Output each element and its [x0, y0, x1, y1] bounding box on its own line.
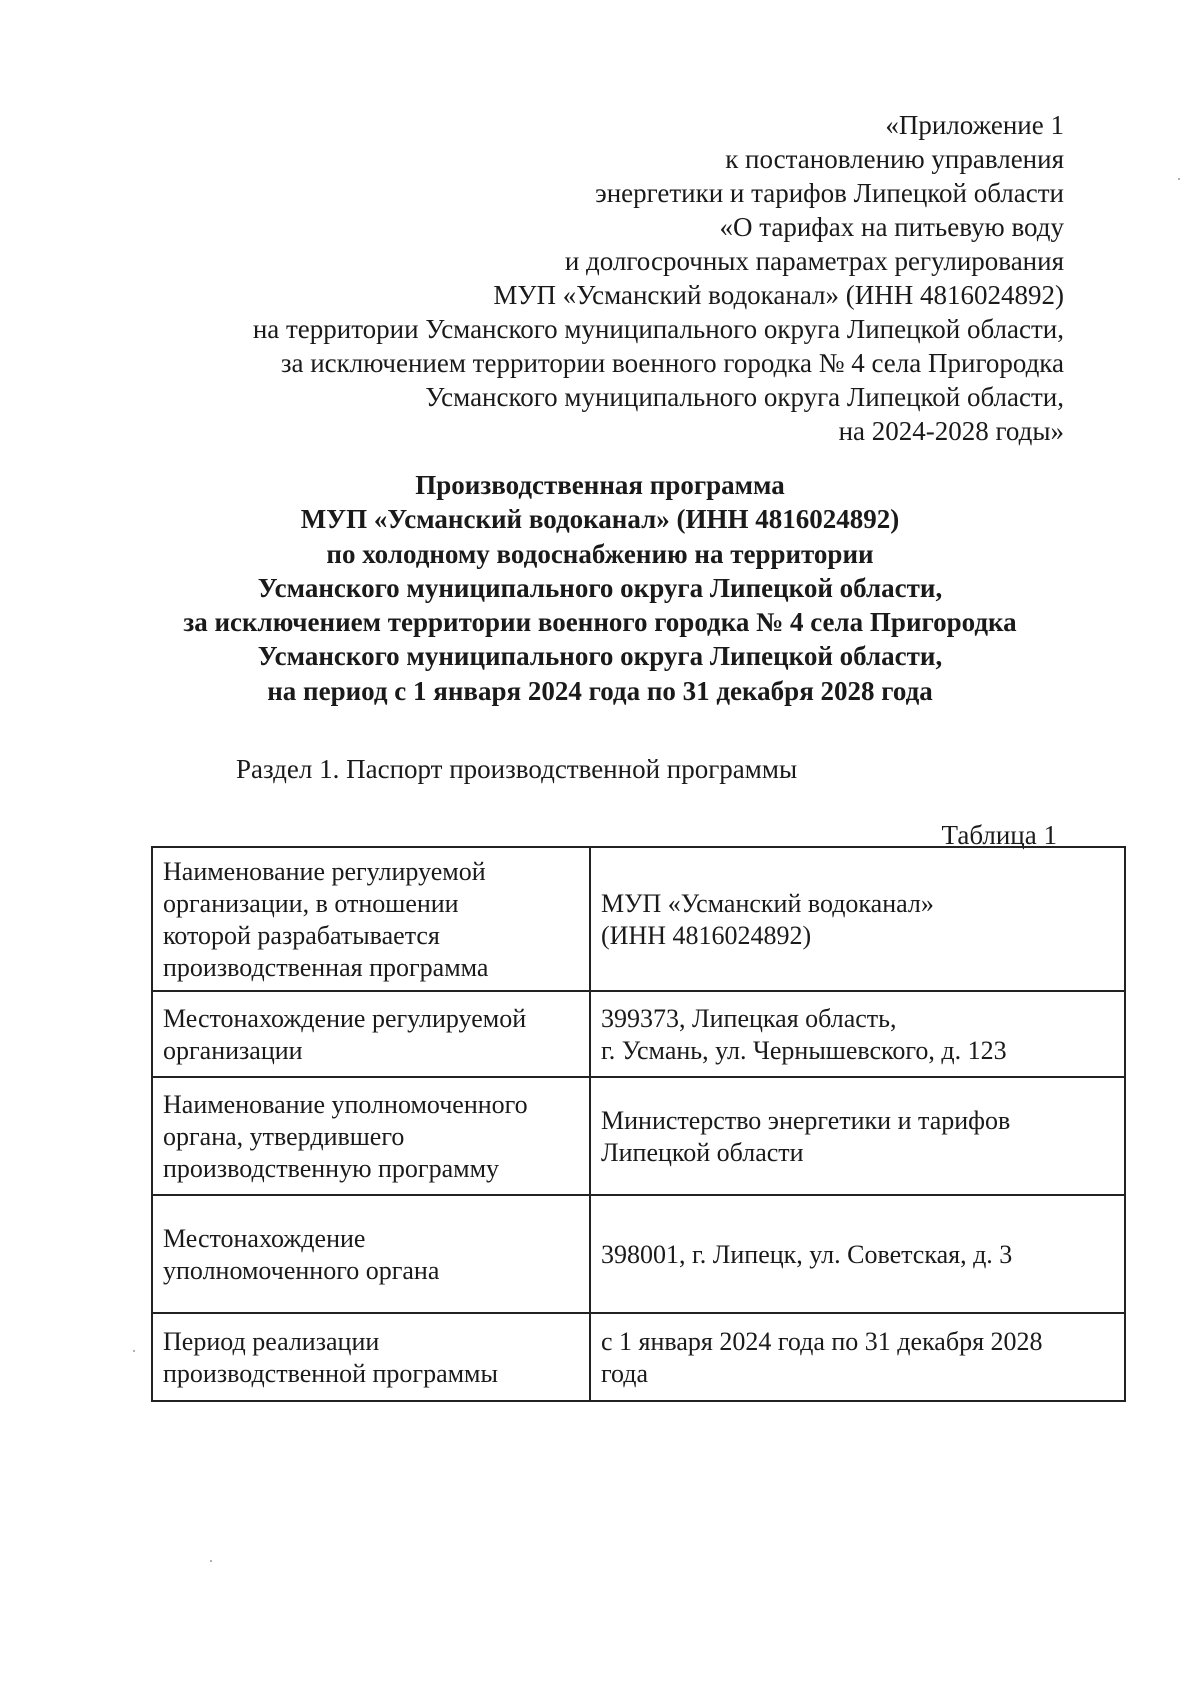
table-label: Таблица 1 — [941, 820, 1057, 850]
appendix-reference — [253, 108, 1064, 448]
table-cell-value: 399373, Липецкая область, г. Усмань, ул. Чернышевского, д. 123 — [590, 991, 1125, 1077]
scan-speck — [210, 1560, 212, 1562]
document-title — [0, 468, 1200, 708]
table-cell-value: МУП «Усманский водоканал» (ИНН 4816024892) — [590, 847, 1125, 991]
title-line: Производственная программа — [415, 470, 785, 500]
appendix-line: Усманского муниципального округа Липецкой области, — [425, 382, 1064, 412]
appendix-line: и долгосрочных параметрах регулирования — [564, 246, 1064, 276]
table-cell-name: Местонахождение уполномоченного органа — [152, 1195, 590, 1313]
appendix-line: «О тарифах на питьевую воду — [719, 212, 1064, 242]
scan-speck — [133, 1350, 135, 1352]
table-cell-name: Наименование уполномоченного органа, утвердившего производственную программу — [152, 1077, 590, 1195]
table-row — [152, 991, 1125, 1077]
appendix-line: к постановлению управления — [725, 144, 1064, 174]
title-line: на период с 1 января 2024 года по 31 декабря 2028 года — [267, 675, 933, 706]
passport-table — [151, 846, 1126, 1402]
table-row — [152, 847, 1125, 991]
table-row — [152, 1195, 1125, 1313]
appendix-line: энергетики и тарифов Липецкой области — [595, 178, 1064, 208]
title-line: МУП «Усманский водоканал» (ИНН 4816024892) — [300, 504, 900, 535]
section-heading: Раздел 1. Паспорт производственной программы — [236, 754, 798, 784]
title-line: по холодному водоснабжению на территории — [326, 538, 874, 569]
table-cell-name: Местонахождение регулируемой организации — [152, 991, 590, 1077]
table-cell-name: Период реализации производственной программы — [152, 1313, 590, 1401]
table-row — [152, 1077, 1125, 1195]
table-cell-name: Наименование регулируемой организации, в отношении которой разрабатывается производственная программа — [152, 847, 590, 991]
title-line: Усманского муниципального округа Липецкой области, — [257, 641, 943, 672]
table-cell-value: Министерство энергетики и тарифов Липецкой области — [590, 1077, 1125, 1195]
appendix-line: на территории Усманского муниципального округа Липецкой области, — [252, 314, 1064, 344]
scan-speck — [1178, 178, 1180, 180]
appendix-line: за исключением территории военного городка № 4 села Пригородка — [280, 348, 1064, 378]
appendix-line: МУП «Усманский водоканал» (ИНН 4816024892) — [493, 280, 1064, 310]
table-row — [152, 1313, 1125, 1401]
appendix-line: на 2024-2028 годы» — [838, 416, 1064, 446]
appendix-line: «Приложение 1 — [885, 110, 1064, 140]
table-cell-value: с 1 января 2024 года по 31 декабря 2028 года — [590, 1313, 1125, 1401]
table-cell-value: 398001, г. Липецк, ул. Советская, д. 3 — [590, 1195, 1125, 1313]
title-line: Усманского муниципального округа Липецкой области, — [257, 572, 943, 603]
title-line: за исключением территории военного городка № 4 села Пригородка — [183, 607, 1017, 638]
